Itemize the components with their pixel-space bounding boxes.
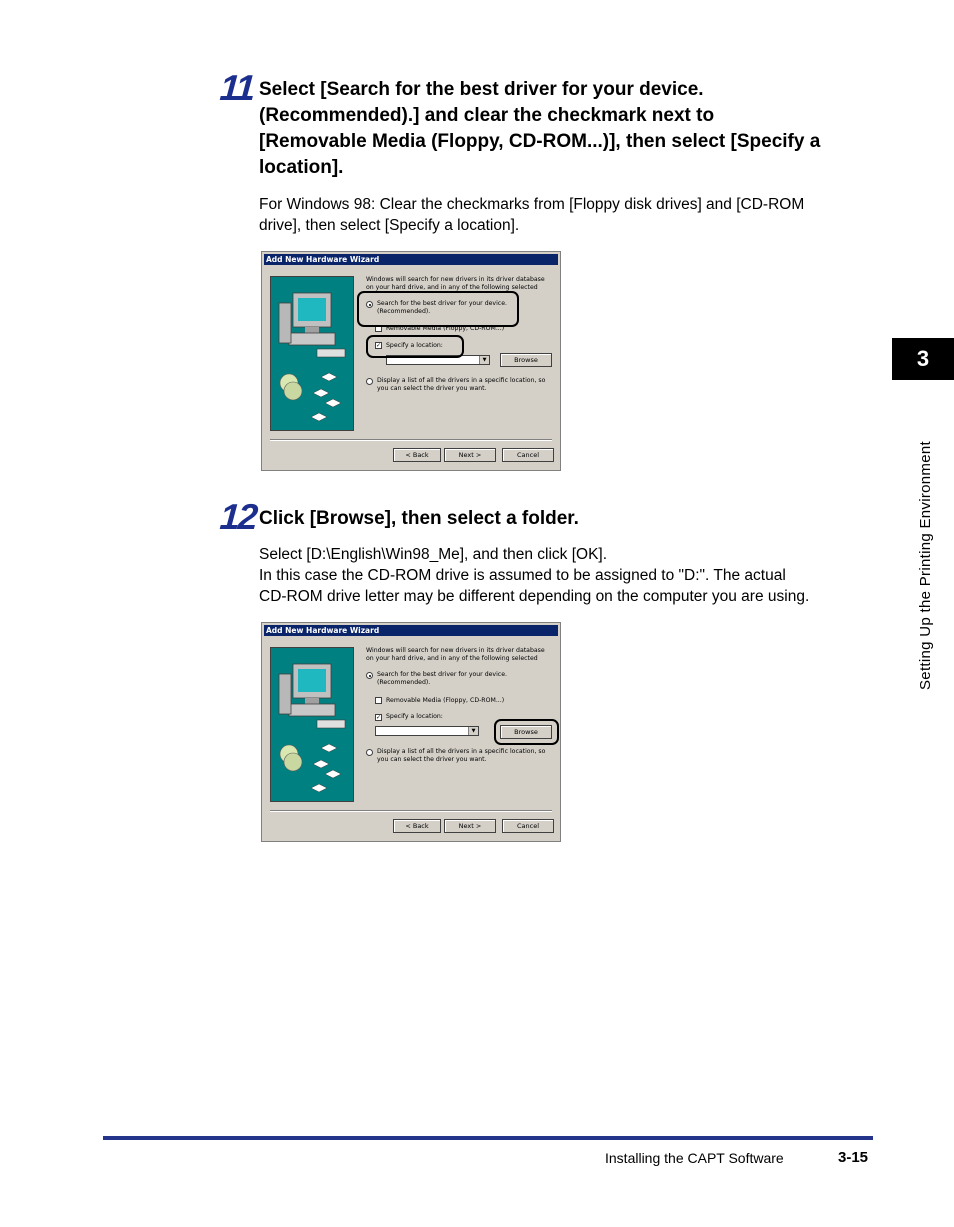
- step-11-note-line: For Windows 98: Clear the checkmarks from [Floppy disk drives] and [CD-ROM: [259, 196, 805, 213]
- step-11-title-line: [Removable Media (Floppy, CD-ROM...)], then select [Specify a: [259, 131, 821, 152]
- display-list-line: Display a list of all the drivers in a specific location, so: [377, 748, 546, 755]
- wizard-dialog-1: [261, 251, 561, 471]
- browse-button[interactable]: Browse: [500, 353, 552, 367]
- dialog-intro-line: on your hard drive, and in any of the following selected: [366, 284, 538, 291]
- cancel-button[interactable]: Cancel: [502, 448, 554, 462]
- computer-icon: [271, 648, 354, 802]
- removable-media-label: Removable Media (Floppy, CD-ROM...): [386, 325, 505, 332]
- dialog-separator: [270, 810, 552, 812]
- search-best-driver-line: Search for the best driver for your device.: [377, 671, 507, 678]
- dialog-intro: [366, 647, 545, 663]
- display-list-radio[interactable]: [366, 378, 373, 385]
- wizard-illustration: [270, 647, 354, 802]
- back-button[interactable]: < Back: [393, 448, 441, 462]
- browse-button[interactable]: Browse: [500, 725, 552, 739]
- dialog-intro: [366, 276, 545, 292]
- dialog-title-bar: Add New Hardware Wizard: [264, 625, 558, 636]
- callout-search-option: [357, 291, 519, 327]
- search-best-driver-line: (Recommended).: [377, 679, 431, 686]
- footer-section-title: Installing the CAPT Software: [605, 1150, 784, 1166]
- chapter-side-label: Setting Up the Printing Environment: [917, 441, 934, 690]
- step-number-12: 12: [218, 496, 258, 537]
- chevron-down-icon[interactable]: ▼: [468, 727, 478, 735]
- chevron-down-icon[interactable]: ▼: [479, 356, 489, 364]
- next-button[interactable]: Next >: [444, 448, 496, 462]
- dialog-separator: [270, 439, 552, 441]
- display-list-label: [377, 377, 545, 393]
- callout-browse-button: [494, 719, 559, 745]
- specify-location-checkbox[interactable]: ✓: [376, 342, 382, 349]
- wizard-dialog-2: [261, 622, 561, 842]
- search-best-driver-radio[interactable]: [366, 672, 373, 679]
- specify-location-label: Specify a location:: [386, 342, 443, 349]
- callout-specify-location: [366, 335, 464, 358]
- step-11-note: [259, 194, 804, 236]
- step-11-note-line: drive], then select [Specify a location].: [259, 217, 520, 234]
- computer-icon: [271, 277, 354, 431]
- dialog-intro-line: Windows will search for new drivers in its driver database: [366, 647, 545, 654]
- removable-media-label: Removable Media (Floppy, CD-ROM...): [386, 697, 505, 704]
- step-number-11: 11: [218, 67, 255, 108]
- display-list-line: you can select the driver you want.: [377, 385, 487, 392]
- location-combo[interactable]: [375, 726, 479, 736]
- specify-location-label: Specify a location:: [386, 713, 443, 720]
- step-11-title-line: Select [Search for the best driver for your device.: [259, 79, 704, 100]
- step-11-title-line: location].: [259, 157, 344, 178]
- step-11-title-line: (Recommended).] and clear the checkmark next to: [259, 105, 715, 126]
- removable-media-checkbox[interactable]: [375, 697, 382, 704]
- footer-rule: [103, 1136, 873, 1140]
- wizard-illustration: [270, 276, 354, 431]
- search-best-driver-line: (Recommended).: [377, 308, 431, 315]
- display-list-radio[interactable]: [366, 749, 373, 756]
- display-list-line: Display a list of all the drivers in a specific location, so: [377, 377, 546, 384]
- step-12-note: [259, 544, 809, 607]
- step-12-note-line: CD-ROM drive letter may be different depending on the computer you are using.: [259, 588, 810, 605]
- dialog-title-bar: Add New Hardware Wizard: [264, 254, 558, 265]
- dialog-intro-line: on your hard drive, and in any of the following selected: [366, 655, 538, 662]
- display-list-label: [377, 748, 545, 764]
- step-12-note-line: Select [D:\English\Win98_Me], and then click [OK].: [259, 546, 608, 563]
- display-list-line: you can select the driver you want.: [377, 756, 487, 763]
- search-best-driver-label: [377, 671, 507, 687]
- specify-location-checkbox[interactable]: ✓: [376, 714, 382, 721]
- cancel-button[interactable]: Cancel: [502, 819, 554, 833]
- search-best-driver-line: Search for the best driver for your device.: [377, 300, 507, 307]
- chapter-tab: 3: [892, 338, 954, 380]
- dialog-intro-line: Windows will search for new drivers in its driver database: [366, 276, 545, 283]
- step-12-note-line: In this case the CD-ROM drive is assumed to be assigned to "D:". The actual: [259, 567, 786, 584]
- step-12-title: Click [Browse], then select a folder.: [259, 508, 579, 529]
- next-button[interactable]: Next >: [444, 819, 496, 833]
- page-number: 3-15: [838, 1149, 869, 1166]
- step-11-title: [259, 77, 820, 181]
- back-button[interactable]: < Back: [393, 819, 441, 833]
